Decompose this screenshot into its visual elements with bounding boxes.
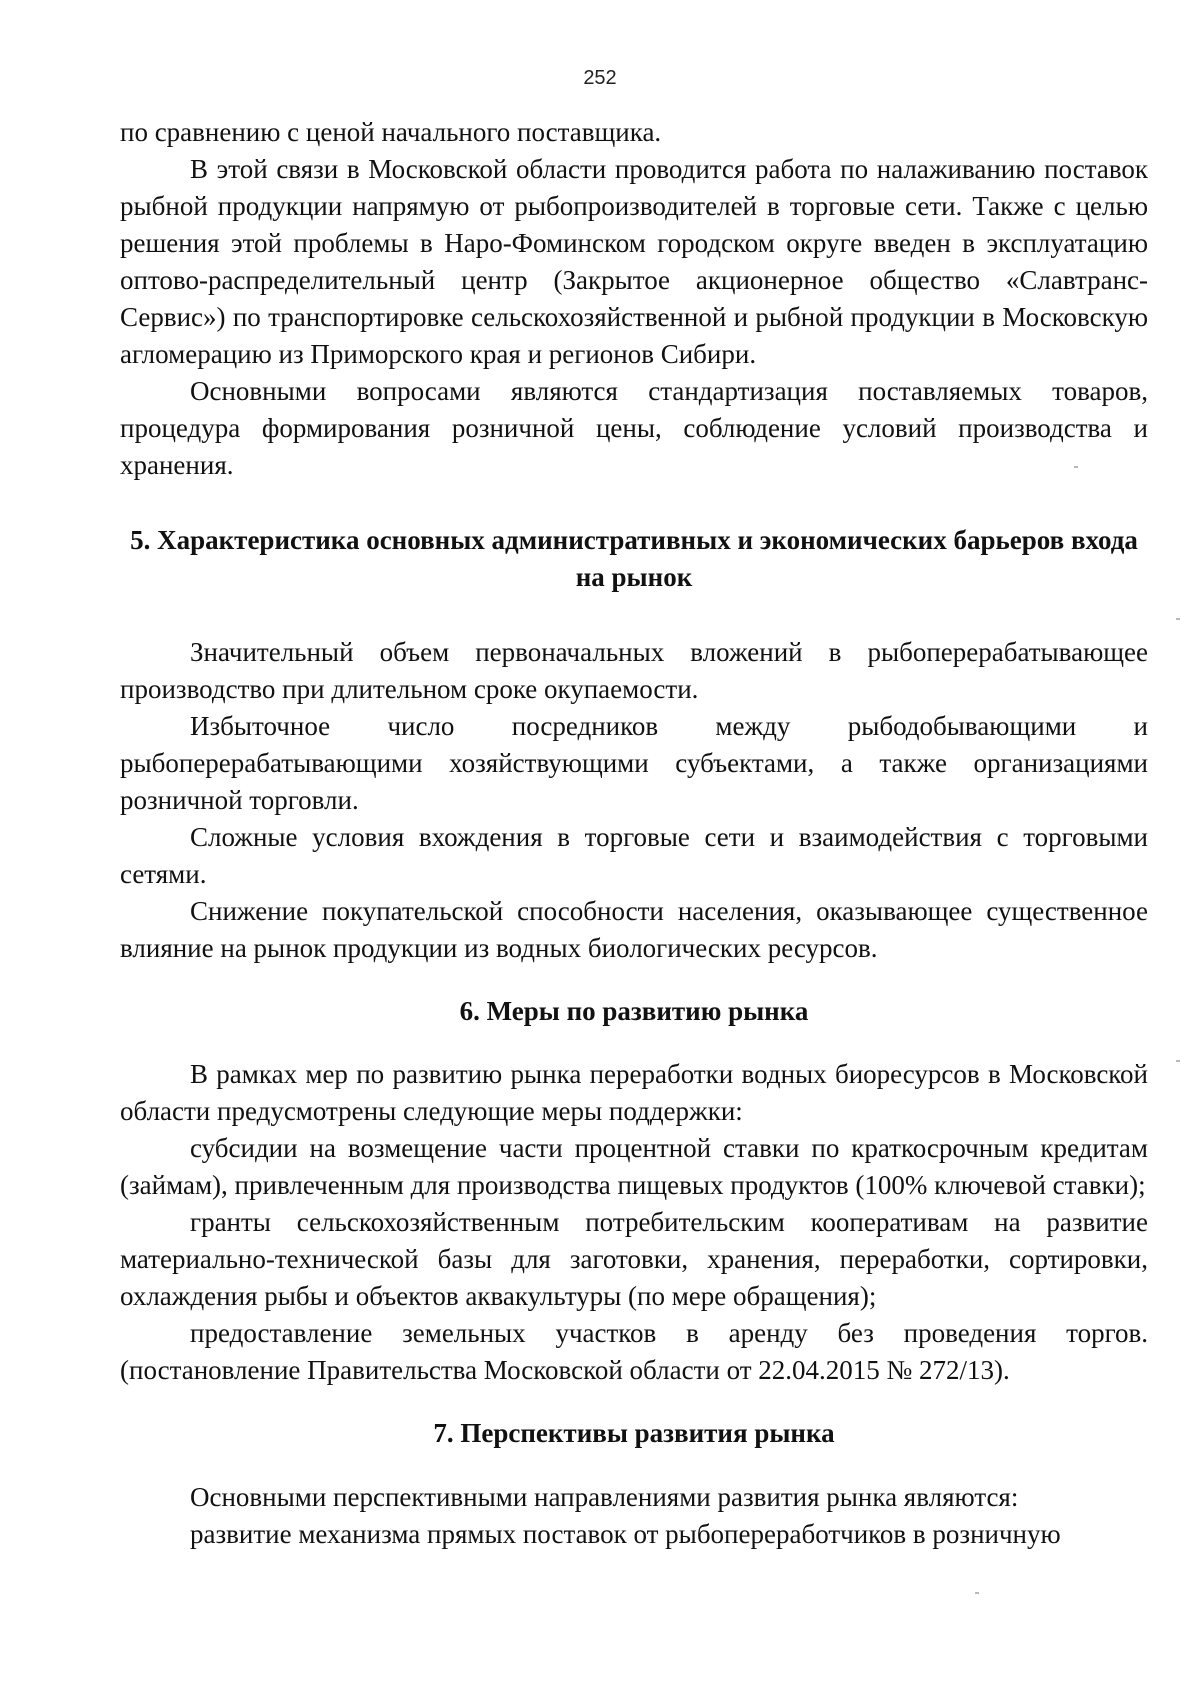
scan-speck: [1176, 618, 1180, 620]
page-number: 252: [583, 67, 617, 89]
scan-speck: [1176, 1060, 1180, 1062]
section-7-paragraph-intro: Основными перспективными направлениями развития рынка являются:: [190, 1482, 1019, 1512]
scan-speck: [1074, 466, 1078, 468]
section-5-paragraph-investment: Значительный объем первоначальных вложений в рыбоперерабатывающее производство при длительном сроке окупаемости.: [120, 637, 1148, 704]
section-5-paragraph-retail-chains: Сложные условия вхождения в торговые сети и взаимодействия с торговыми сетями.: [120, 822, 1148, 889]
section-6-paragraph-intro: В рамках мер по развитию рынка переработки водных биоресурсов в Московской области предусмотрены следующие меры поддержки:: [120, 1059, 1148, 1126]
scan-speck: [975, 1592, 979, 1594]
section-7-paragraph-direct-supply: развитие механизма прямых поставок от рыбопереработчиков в розничную: [190, 1519, 1061, 1549]
section-7-heading: 7. Перспективы развития рынка: [433, 1418, 835, 1448]
section-5-paragraph-purchasing-power: Снижение покупательской способности населения, оказывающее существенное влияние на рынок продукции из водных биологических ресурсов.: [120, 896, 1148, 963]
intro-paragraph-continuation: по сравнению с ценой начального поставщика.: [120, 117, 662, 147]
section-5-heading: 5. Характеристика основных административных и экономических барьеров входа на рынок: [130, 525, 1138, 592]
section-6-heading: 6. Меры по развитию рынка: [459, 996, 809, 1026]
section-6-paragraph-land-plots: предоставление земельных участков в аренду без проведения торгов. (постановление Правительства Московской области от 22.04.2015 № 272/13).: [120, 1318, 1148, 1385]
section-5-paragraph-intermediaries: Избыточное число посредников между рыбодобывающими и рыбоперерабатывающими хозяйствующими субъектами, а также организациями розничной торговли.: [120, 711, 1148, 815]
intro-paragraph-supply-work: В этой связи в Московской области проводится работа по налаживанию поставок рыбной продукции напрямую от рыбопроизводителей в торговые сети. Также с целью решения этой проблемы в Наро-Фоминском городском округе введен в эксплуатацию оптово-распределительный центр (Закрытое акционерное общество «Славтранс-Сервис») по транспортировке сельскохозяйственной и рыбной продукции в Московскую агломерацию из Приморского края и регионов Сибири.: [120, 154, 1148, 369]
section-6-paragraph-subsidies: субсидии на возмещение части процентной ставки по краткосрочным кредитам (займам), привлеченным для производства пищевых продуктов (100% ключевой ставки);: [120, 1133, 1148, 1200]
page-content: [120, 114, 1148, 1553]
section-6-paragraph-grants: гранты сельскохозяйственным потребительским кооперативам на развитие материально-технической базы для заготовки, хранения, переработки, сортировки, охлаждения рыбы и объектов аквакультуры (по мере обращения);: [120, 1207, 1148, 1311]
intro-paragraph-main-issues: Основными вопросами являются стандартизация поставляемых товаров, процедура формирования розничной цены, соблюдение условий производства и хранения.: [120, 376, 1148, 480]
